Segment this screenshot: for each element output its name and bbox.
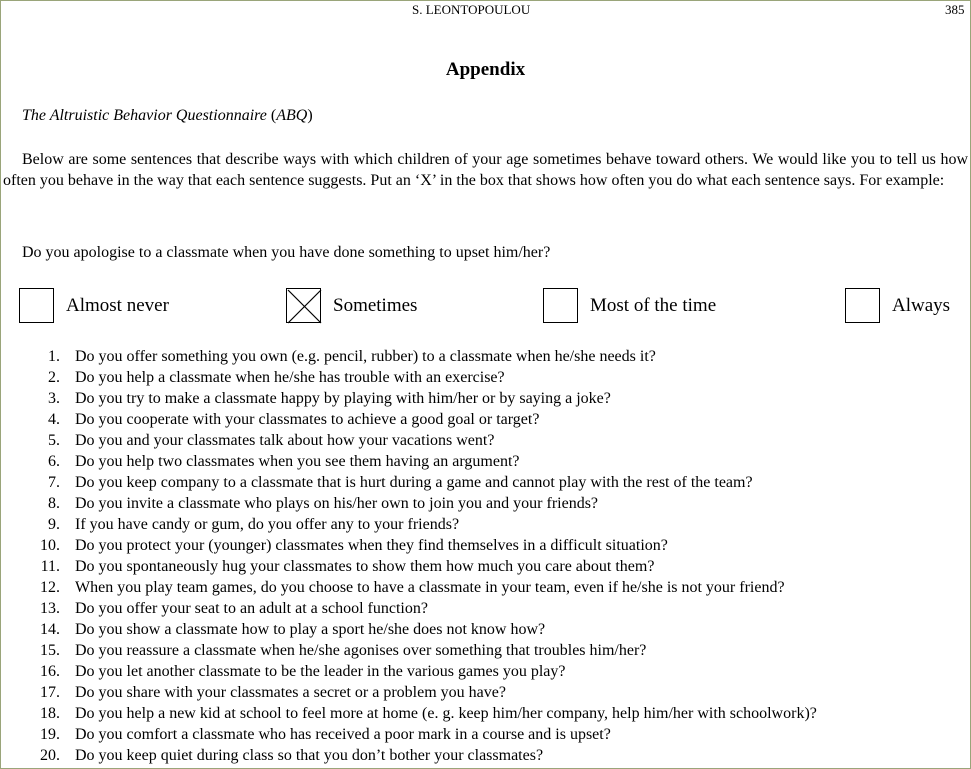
item-number: 14. <box>40 621 60 638</box>
item-number: 7. <box>48 474 60 491</box>
item-number: 15. <box>40 642 60 659</box>
item-text: Do you keep quiet during class so that you don’t bother your classmates? <box>75 747 544 764</box>
subtitle-paren-open: ( <box>266 107 277 124</box>
appendix-title: Appendix <box>445 59 526 80</box>
questionnaire-abbreviation: ABQ <box>276 107 308 124</box>
item-number: 16. <box>40 663 60 680</box>
instructions-paragraph <box>3 149 968 191</box>
item-text: Do you protect your (younger) classmates when they find themselves in a difficult situation? <box>75 537 668 554</box>
item-number: 3. <box>48 390 60 407</box>
option-label: Always <box>892 295 951 316</box>
item-text: Do you invite a classmate who plays on his/her own to join you and your friends? <box>75 495 599 512</box>
item-number: 2. <box>48 369 60 386</box>
item-number: 9. <box>48 516 60 533</box>
option-label: Most of the time <box>590 295 717 316</box>
item-text: Do you offer something you own (e.g. pencil, rubber) to a classmate when he/she needs it? <box>75 348 656 365</box>
item-text: Do you cooperate with your classmates to achieve a good goal or target? <box>75 411 540 428</box>
running-header-author: S. LEONTOPOULOU <box>412 2 531 17</box>
instructions-text: Below are some sentences that describe ways with which children of your age sometimes behave toward others. We would like you to tell us how often you behave in the way that each sentence suggests. Put an ‘X’ in the box that shows how often you do what each sentence says. For example: <box>3 151 968 189</box>
item-number: 19. <box>40 726 60 743</box>
item-number: 18. <box>40 705 60 722</box>
item-text: Do you help a new kid at school to feel more at home (e. g. keep him/her company, help him/her with schoolwork)? <box>75 705 817 722</box>
item-number: 20. <box>40 747 60 764</box>
item-text: Do you let another classmate to be the leader in the various games you play? <box>75 663 566 680</box>
checkbox-empty <box>845 288 880 323</box>
checkbox-empty <box>543 288 578 323</box>
option-label: Sometimes <box>333 295 418 316</box>
item-number: 8. <box>48 495 60 512</box>
item-text: Do you help a classmate when he/she has trouble with an exercise? <box>75 369 505 386</box>
item-text: Do you offer your seat to an adult at a school function? <box>75 600 428 617</box>
item-text: Do you share with your classmates a secret or a problem you have? <box>75 684 506 701</box>
item-number: 1. <box>48 348 60 365</box>
item-text: Do you reassure a classmate when he/she agonises over something that troubles him/her? <box>75 642 647 659</box>
item-number: 4. <box>48 411 60 428</box>
item-text: Do you keep company to a classmate that is hurt during a game and cannot play with the rest of the team? <box>75 474 753 491</box>
checkbox-checked <box>286 288 321 323</box>
item-text: When you play team games, do you choose to have a classmate in your team, even if he/she is not your friend? <box>75 579 785 596</box>
x-mark-icon <box>287 289 322 324</box>
item-text: Do you and your classmates talk about how your vacations went? <box>75 432 495 449</box>
item-text: Do you try to make a classmate happy by playing with him/her or by saying a joke? <box>75 390 611 407</box>
item-number: 11. <box>40 558 60 575</box>
item-number: 12. <box>40 579 60 596</box>
item-number: 13. <box>40 600 60 617</box>
checkbox-empty <box>19 288 54 323</box>
item-number: 6. <box>48 453 60 470</box>
questionnaire-subtitle <box>22 107 313 125</box>
item-text: Do you show a classmate how to play a sport he/she does not know how? <box>75 621 546 638</box>
item-text: Do you spontaneously hug your classmates to show them how much you care about them? <box>75 558 655 575</box>
item-text: If you have candy or gum, do you offer any to your friends? <box>75 516 460 533</box>
example-question: Do you apologise to a classmate when you have done something to upset him/her? <box>22 244 551 261</box>
page-number: 385 <box>945 2 965 17</box>
item-number: 17. <box>40 684 60 701</box>
item-text: Do you help two classmates when you see them having an argument? <box>75 453 520 470</box>
item-number: 5. <box>48 432 60 449</box>
item-text: Do you comfort a classmate who has received a poor mark in a course and is upset? <box>75 726 611 743</box>
subtitle-paren-close: ) <box>307 107 313 124</box>
item-number: 10. <box>40 537 60 554</box>
option-label: Almost never <box>66 295 169 316</box>
questionnaire-name: The Altruistic Behavior Questionnaire <box>22 107 267 124</box>
